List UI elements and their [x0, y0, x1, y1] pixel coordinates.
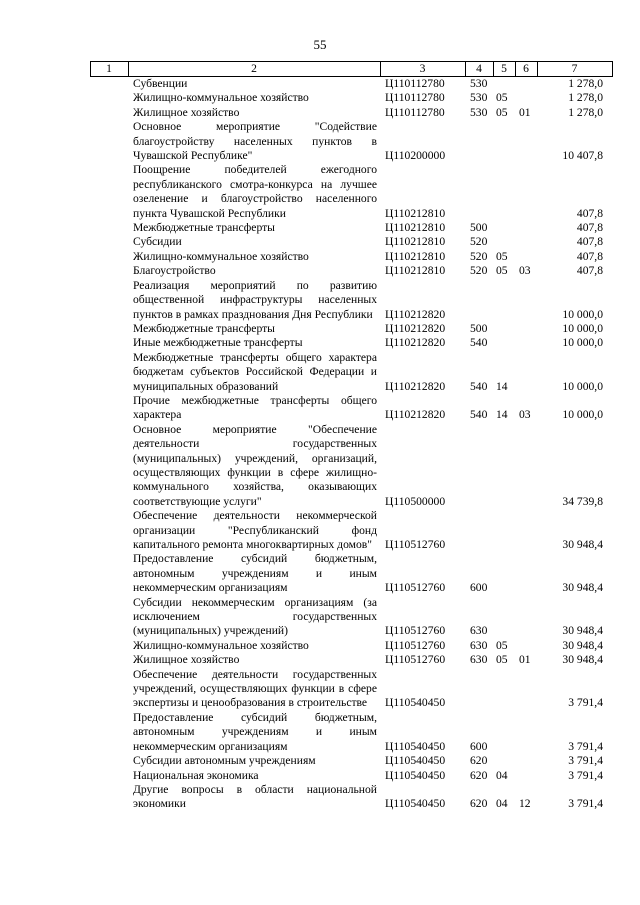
row-code: Ц110212820	[385, 408, 446, 422]
row-amount: 1 278,0	[568, 105, 603, 119]
row-expense-type: 600	[470, 581, 488, 595]
row-code: Ц110500000	[385, 494, 446, 508]
row-expense-type: 520	[470, 264, 488, 278]
row-subsection: 03	[519, 264, 531, 278]
row-expense-type: 520	[470, 249, 488, 263]
row-code: Ц110212820	[385, 379, 446, 393]
header-col-6: 6	[523, 62, 529, 75]
row-expense-type: 520	[470, 235, 488, 249]
table-row	[90, 668, 613, 711]
row-name: Жилищно-коммунальное хозяйство	[133, 638, 309, 652]
row-name: Иные межбюджетные трансферты	[133, 336, 303, 350]
row-amount: 10 000,0	[562, 408, 603, 422]
row-amount: 10 000,0	[562, 307, 603, 321]
row-amount: 407,8	[576, 221, 603, 235]
row-section: 14	[496, 379, 508, 393]
table-row	[90, 264, 613, 278]
row-code: Ц110540450	[385, 754, 446, 768]
table-row	[90, 423, 613, 509]
row-expense-type: 630	[470, 653, 488, 667]
row-section: 05	[496, 653, 508, 667]
table-row	[90, 91, 613, 105]
table-row	[90, 77, 613, 91]
row-amount: 34 739,8	[562, 494, 603, 508]
row-amount: 30 948,4	[562, 624, 603, 638]
header-col-5: 5	[501, 62, 507, 75]
row-code: Ц110540450	[385, 696, 446, 710]
row-expense-type: 620	[470, 754, 488, 768]
column-divider	[612, 62, 613, 76]
row-amount: 30 948,4	[562, 538, 603, 551]
table-row	[90, 711, 613, 754]
row-subsection: 03	[519, 408, 531, 422]
row-amount: 10 407,8	[562, 149, 603, 163]
table-row	[90, 120, 613, 163]
table-row	[90, 322, 613, 336]
row-section: 14	[496, 408, 508, 422]
header-col-7: 7	[571, 62, 578, 75]
table-row	[90, 754, 613, 768]
row-expense-type: 600	[470, 739, 488, 753]
row-section: 05	[496, 249, 508, 263]
row-code: Ц110512760	[385, 538, 446, 551]
row-code: Ц110112780	[385, 91, 445, 105]
row-expense-type: 540	[470, 379, 488, 393]
row-name: Субсидии	[133, 235, 182, 249]
table-row	[90, 394, 613, 423]
row-amount: 3 791,4	[568, 696, 603, 710]
table-row	[90, 509, 613, 552]
row-expense-type: 620	[470, 768, 488, 782]
row-code: Ц110212820	[385, 307, 446, 321]
row-section: 04	[496, 768, 508, 782]
row-section: 05	[496, 264, 508, 278]
table-row	[90, 351, 613, 394]
row-amount: 10 000,0	[562, 336, 603, 350]
row-name: Жилищно-коммунальное хозяйство	[133, 249, 309, 263]
row-code: Ц110540450	[385, 797, 446, 811]
row-amount: 407,8	[576, 206, 603, 220]
row-code: Ц110112780	[385, 77, 445, 90]
row-name: Жилищное хозяйство	[133, 105, 240, 119]
header-col-3: 3	[419, 62, 426, 75]
row-expense-type: 630	[470, 638, 488, 652]
table-row	[90, 783, 613, 812]
row-amount: 1 278,0	[568, 91, 603, 105]
row-amount: 3 791,4	[568, 768, 603, 782]
row-code: Ц110200000	[385, 149, 446, 163]
row-section: 04	[496, 797, 508, 811]
row-amount: 30 948,4	[562, 638, 603, 652]
row-expense-type: 530	[470, 91, 488, 105]
row-code: Ц110212820	[385, 321, 446, 335]
row-name: Субвенции	[133, 77, 188, 90]
table-row	[90, 221, 613, 235]
row-name: Национальная экономика	[133, 768, 259, 782]
row-name: Межбюджетные трансферты общего характера бюджетам субъектов Российской Федерации и муниципальных образований	[133, 350, 377, 393]
table-row	[90, 639, 613, 653]
row-amount: 3 791,4	[568, 797, 603, 811]
row-code: Ц110512760	[385, 624, 446, 638]
header-col-2: 2	[251, 62, 257, 75]
page-number: 55	[313, 37, 327, 52]
row-amount: 407,8	[576, 264, 603, 278]
row-name: Предоставление субсидий бюджетным, автономным учреждениям и иным некоммерческим организациям	[133, 710, 377, 753]
row-name: Жилищное хозяйство	[133, 653, 240, 667]
row-amount: 3 791,4	[568, 739, 603, 753]
row-amount: 1 278,0	[568, 77, 603, 90]
row-name: Прочие межбюджетные трансферты общего характера	[133, 393, 377, 422]
row-code: Ц110212810	[385, 206, 446, 220]
row-name: Другие вопросы в области национальной экономики	[133, 782, 377, 811]
row-expense-type: 630	[470, 624, 488, 638]
row-subsection: 12	[519, 797, 531, 811]
row-code: Ц110512760	[385, 638, 446, 652]
row-amount: 30 948,4	[562, 653, 603, 667]
row-amount: 407,8	[576, 235, 603, 249]
row-code: Ц110212810	[385, 221, 446, 235]
row-expense-type: 540	[470, 336, 488, 350]
row-code: Ц110212810	[385, 235, 446, 249]
row-name: Поощрение победителей ежегодного республиканского смотра-конкурса на лучшее озеленение и благоустройство населенного пункта Чувашской Республики	[133, 163, 377, 220]
row-amount: 30 948,4	[562, 581, 603, 595]
row-expense-type: 500	[470, 321, 488, 335]
table-header-row	[90, 61, 613, 77]
row-section: 05	[496, 638, 508, 652]
row-code: Ц110512760	[385, 581, 446, 595]
table-row	[90, 235, 613, 249]
table-row	[90, 552, 613, 595]
row-amount: 407,8	[576, 249, 603, 263]
row-name: Межбюджетные трансферты	[133, 321, 275, 335]
header-col-4: 4	[476, 62, 482, 75]
row-expense-type: 530	[470, 77, 488, 90]
row-name: Жилищно-коммунальное хозяйство	[133, 91, 309, 105]
row-expense-type: 540	[470, 408, 488, 422]
budget-table	[90, 61, 613, 812]
table-body	[90, 77, 613, 812]
row-name: Обеспечение деятельности некоммерческой организации "Республиканский фонд капитального ремонта многоквартирных домов"	[133, 509, 377, 551]
row-name: Субсидии некоммерческим организациям (за исключением государственных (муниципальных) учреждений)	[133, 595, 377, 638]
row-name: Основное мероприятие "Обеспечение деятельности государственных (муниципальных) учреждений, организаций, осуществляющих функции в сфере жилищно-коммунального хозяйства, оказывающих соответствующие услуги"	[133, 422, 377, 508]
row-amount: 10 000,0	[562, 321, 603, 335]
row-subsection: 01	[519, 653, 531, 667]
table-row	[90, 250, 613, 264]
table-row	[90, 769, 613, 783]
row-expense-type: 620	[470, 797, 488, 811]
row-expense-type: 530	[470, 105, 488, 119]
row-code: Ц110112780	[385, 105, 445, 119]
table-row	[90, 163, 613, 221]
table-row	[90, 596, 613, 639]
row-section: 05	[496, 105, 508, 119]
row-code: Ц110212810	[385, 249, 446, 263]
row-code: Ц110540450	[385, 768, 446, 782]
header-col-1: 1	[106, 62, 112, 75]
row-name: Предоставление субсидий бюджетным, автономным учреждениям и иным некоммерческим организациям	[133, 552, 377, 595]
row-expense-type: 500	[470, 221, 488, 235]
table-row	[90, 106, 613, 120]
table-row	[90, 336, 613, 350]
row-amount: 3 791,4	[568, 754, 603, 768]
row-name: Основное мероприятие "Содействие благоустройству населенных пунктов в Чувашской Республике"	[133, 120, 377, 163]
row-section: 05	[496, 91, 508, 105]
row-code: Ц110212820	[385, 336, 446, 350]
row-name: Благоустройство	[133, 264, 216, 278]
table-row	[90, 279, 613, 322]
row-code: Ц110540450	[385, 739, 446, 753]
row-name: Реализация мероприятий по развитию общественной инфраструктуры населенных пунктов в рамках празднования Дня Республики	[133, 278, 377, 321]
row-name: Межбюджетные трансферты	[133, 221, 275, 235]
row-name: Обеспечение деятельности государственных учреждений, осуществляющих функции в сфере экспертизы и ценообразования в строительстве	[133, 667, 377, 710]
row-code: Ц110212810	[385, 264, 446, 278]
row-subsection: 01	[519, 105, 531, 119]
row-amount: 10 000,0	[562, 379, 603, 393]
row-code: Ц110512760	[385, 653, 446, 667]
table-row	[90, 653, 613, 667]
row-name: Субсидии автономным учреждениям	[133, 754, 316, 768]
